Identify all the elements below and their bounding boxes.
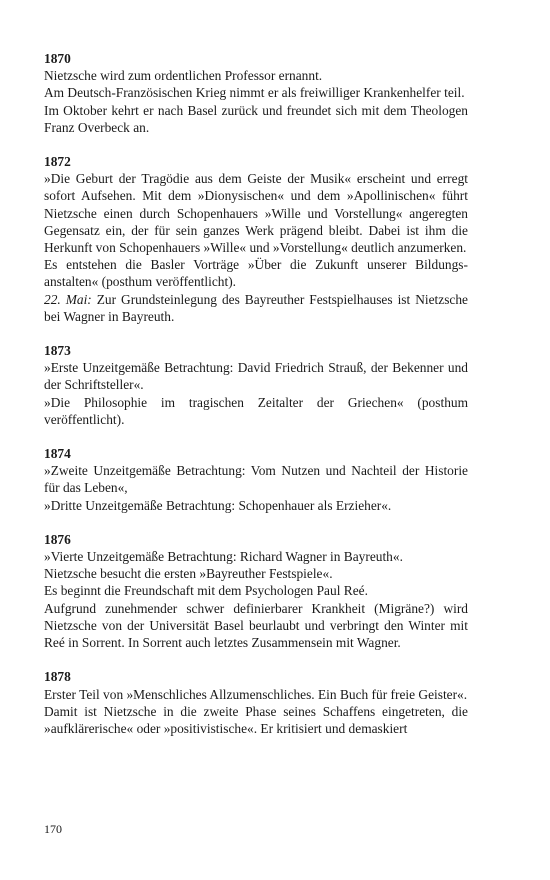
chronology-entry-1878 — [44, 668, 468, 737]
entry-paragraph-dated — [44, 291, 468, 325]
chronology-page — [44, 50, 468, 754]
year-heading: 1878 — [44, 669, 71, 685]
entry-paragraph: Es entstehen die Basler Vorträge »Über die Zukunft unserer Bildungsanstalten« (posthum veröffentlicht). — [44, 257, 468, 290]
year-heading: 1876 — [44, 531, 71, 547]
chronology-entry-1874 — [44, 445, 468, 514]
entry-paragraph: Im Oktober kehrt er nach Basel zurück und freundet sich mit dem Theologen Franz Overbeck an. — [44, 102, 468, 135]
page-number: 170 — [44, 822, 62, 836]
year-heading: 1870 — [44, 51, 71, 66]
entry-paragraph: »Erste Unzeitgemäße Betrachtung: David Friedrich Strauß, der Bekenner und der Schriftsteller«. — [44, 360, 468, 393]
entry-paragraph: »Die Philosophie im tragischen Zeitalter der Griechen« (posthum veröffentlicht). — [44, 394, 468, 427]
entry-paragraph: Nietzsche besucht die ersten »Bayreuther Festspiele«. — [44, 566, 333, 582]
chronology-entry-1872 — [44, 153, 468, 325]
chronology-entry-1870 — [44, 50, 468, 136]
entry-paragraph: »Vierte Unzeitgemäße Betrachtung: Richard Wagner in Bayreuth«. — [44, 549, 403, 565]
entry-paragraph: Nietzsche wird zum ordentlichen Professor ernannt. — [44, 68, 323, 84]
entry-paragraph: »Dritte Unzeitgemäße Betrachtung: Schopenhauer als Erzieher«. — [44, 497, 392, 513]
entry-paragraph: »Zweite Unzeitgemäße Betrachtung: Vom Nutzen und Nachteil der Historie für das Leben«, — [44, 463, 468, 496]
entry-date-text: Zur Grundsteinlegung des Bayreuther Festspielhauses ist Nietzsche bei Wagner in Bayreuth. — [44, 291, 468, 324]
entry-paragraph: Erster Teil von »Menschliches Allzumenschliches. Ein Buch für freie Geister«. — [44, 686, 468, 702]
entry-paragraph: »Die Geburt der Tragödie aus dem Geiste der Musik« erscheint und erregt sofort Aufsehen. Mit dem »Dionysischen« und dem »Apollinischen« führt Nietzsche einen durch Schopenhauers »Wille und Vorstellung« angeregten Gegensatz ein, der für sein ganzes Werk prägend bleibt. Dabei ist ihm die Herkunft von Schopenhauers »Wille« und »Vorstellung« deutlich anzumerken. — [44, 171, 468, 256]
chronology-entry-1876 — [44, 531, 468, 651]
chronology-entry-1873 — [44, 342, 468, 428]
year-heading: 1873 — [44, 343, 71, 359]
entry-paragraph: Aufgrund zunehmender schwer definierbarer Krankheit (Migräne?) wird Nietzsche von der Universität Basel beurlaubt und verbringt den Winter mit Reé in Sorrent. In Sorrent auch letztes Zusammensein mit Wagner. — [44, 600, 468, 651]
year-heading: 1872 — [44, 154, 71, 170]
entry-paragraph: Damit ist Nietzsche in die zweite Phase seines Schaffens eingetreten, die »aufklärerische« oder »positivistische«. Er kritisiert und demaskiert — [44, 703, 468, 736]
entry-paragraph: Es beginnt die Freundschaft mit dem Psychologen Paul Reé. — [44, 583, 368, 599]
entry-paragraph: Am Deutsch-Französischen Krieg nimmt er als freiwilliger Krankenhelfer teil. — [44, 85, 465, 101]
entry-date: 22. Mai: — [44, 291, 92, 307]
year-heading: 1874 — [44, 446, 71, 462]
